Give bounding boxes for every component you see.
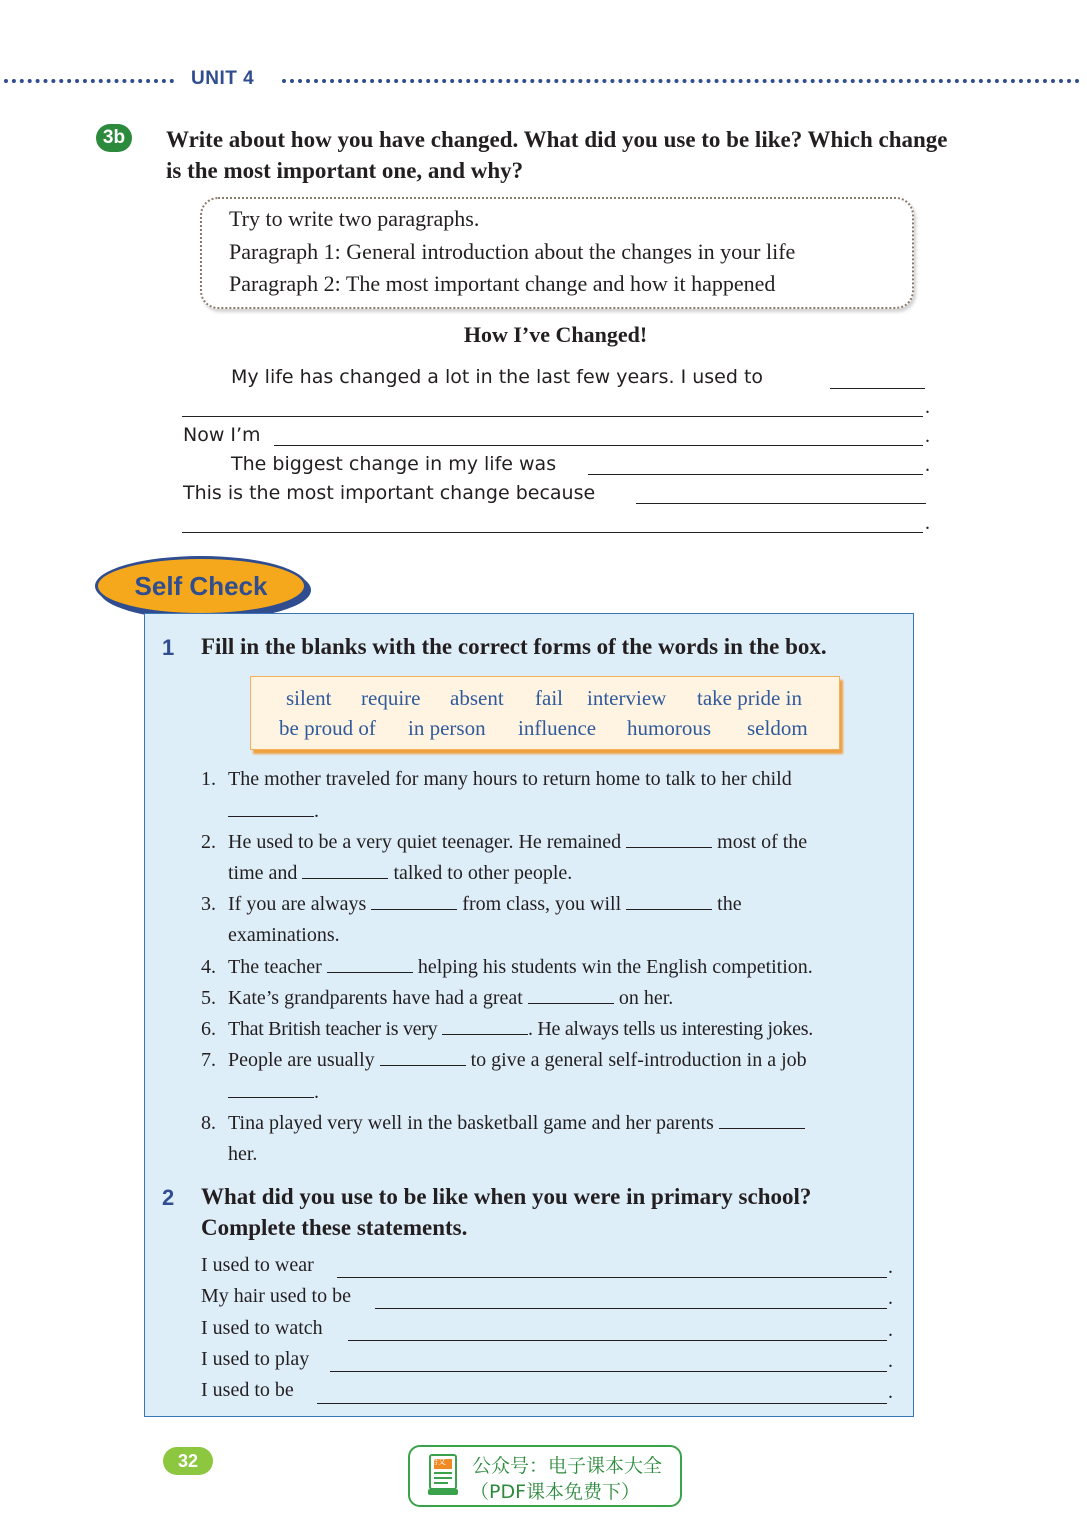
essay-title: How I’ve Changed! xyxy=(463,322,648,347)
statement-2-text: My hair used to be xyxy=(201,1285,351,1307)
statement-5-text: I used to be xyxy=(201,1379,294,1401)
item-5-line: Kate’s grandparents have had a great on her. xyxy=(228,987,674,1009)
item-6-line: That British teacher is very . He always tells us interesting jokes. xyxy=(228,1018,813,1040)
answer-blank[interactable] xyxy=(371,891,457,910)
item-8-number: 8. xyxy=(201,1112,216,1134)
period: . xyxy=(888,1287,893,1309)
essay-blank[interactable] xyxy=(830,388,925,389)
question-2-number: 2 xyxy=(162,1185,175,1210)
word-box-item: interview xyxy=(587,686,667,710)
statement-4-text: I used to play xyxy=(201,1348,310,1370)
answer-blank[interactable] xyxy=(626,829,712,848)
tip-line-3: Paragraph 2: The most important change and how it happened xyxy=(229,271,776,296)
period: . xyxy=(888,1319,893,1341)
question-1-number: 1 xyxy=(162,635,175,660)
answer-blank[interactable] xyxy=(228,1079,314,1098)
item-8-line-2: her. xyxy=(228,1143,258,1165)
statement-blank[interactable] xyxy=(330,1371,887,1372)
statement-blank[interactable] xyxy=(348,1340,887,1341)
item-7-number: 7. xyxy=(201,1049,216,1071)
period: . xyxy=(925,512,930,534)
word-box-item: be proud of xyxy=(279,716,376,740)
essay-line-1-text: My life has changed a lot in the last few years. I used to xyxy=(231,366,764,388)
statement-blank[interactable] xyxy=(375,1308,887,1309)
self-check-label: Self Check xyxy=(134,571,268,601)
watermark-line-1: 公众号：电子课本大全 xyxy=(472,1455,663,1477)
item-2-line-2: time and talked to other people. xyxy=(228,862,573,884)
answer-blank[interactable] xyxy=(327,954,413,973)
question-1-instruction: Fill in the blanks with the correct forms of the words in the box. xyxy=(201,634,827,659)
watermark-icon-text: 语文 xyxy=(430,1457,446,1466)
answer-blank[interactable] xyxy=(442,1016,528,1035)
exercise-3b-instruction: Write about how you have changed. What did you use to be like? Which change is the most important one, and why? xyxy=(166,127,948,183)
word-box-item: take pride in xyxy=(697,686,802,710)
statement-blank[interactable] xyxy=(317,1403,887,1404)
item-2-number: 2. xyxy=(201,831,216,853)
period: . xyxy=(888,1256,893,1278)
word-box-item: humorous xyxy=(627,716,711,740)
item-6-number: 6. xyxy=(201,1018,216,1040)
period: . xyxy=(888,1381,893,1403)
essay-blank[interactable] xyxy=(588,474,923,475)
watermark-line-2: （PDF课本免费下） xyxy=(470,1481,641,1503)
item-3-number: 3. xyxy=(201,893,216,915)
watermark xyxy=(408,1445,682,1507)
item-8-line-1: Tina played very well in the basketball game and her parents xyxy=(228,1108,805,1139)
essay-line-2-text: Now I’m xyxy=(183,424,261,446)
item-3-line-1: If you are always from class, you will the xyxy=(228,893,742,915)
item-5-number: 5. xyxy=(201,987,216,1009)
period: . xyxy=(925,396,930,418)
period: . xyxy=(925,425,930,447)
item-3-line-2: examinations. xyxy=(228,924,340,946)
answer-blank[interactable] xyxy=(380,1047,466,1066)
item-2-line-1: He used to be a very quiet teenager. He remained most of the xyxy=(228,831,808,853)
tip-line-1: Try to write two paragraphs. xyxy=(229,206,480,231)
header-dots-left xyxy=(4,79,174,83)
statement-1-text: I used to wear xyxy=(201,1254,314,1276)
header-dots-right xyxy=(282,79,1080,83)
essay-blank[interactable] xyxy=(274,445,923,446)
item-7-line-2: . xyxy=(228,1077,319,1108)
item-4-line: The teacher helping his students win the English competition. xyxy=(228,956,813,978)
word-box-item: seldom xyxy=(747,716,808,740)
question-2-instruction: What did you use to be like when you were in primary school? Complete these statements. xyxy=(201,1184,812,1240)
answer-blank[interactable] xyxy=(228,798,314,817)
unit-label: UNIT 4 xyxy=(191,68,255,89)
essay-line-4-text: This is the most important change because xyxy=(183,482,596,504)
word-box-item: fail xyxy=(535,686,563,710)
essay-line-3-text: The biggest change in my life was xyxy=(231,453,557,475)
word-box-item: require xyxy=(361,686,421,710)
word-box-item: influence xyxy=(518,716,597,740)
period: . xyxy=(925,454,930,476)
answer-blank[interactable] xyxy=(302,860,388,879)
word-box-item: in person xyxy=(408,716,486,740)
word-box-item: absent xyxy=(450,686,504,710)
essay-blank[interactable] xyxy=(182,532,923,533)
self-check-heading xyxy=(95,556,307,616)
statement-3-text: I used to watch xyxy=(201,1317,323,1339)
word-box-item: silent xyxy=(286,686,332,710)
item-1-number: 1. xyxy=(201,768,216,790)
exercise-badge-3b: 3b xyxy=(96,124,132,152)
tip-line-2: Paragraph 1: General introduction about the changes in your life xyxy=(229,239,796,264)
item-4-number: 4. xyxy=(201,956,216,978)
period: . xyxy=(888,1350,893,1372)
item-1-text: The mother traveled for many hours to return home to talk to her child xyxy=(228,768,792,790)
essay-blank[interactable] xyxy=(182,416,923,417)
page-number: 32 xyxy=(163,1447,213,1475)
item-7-line-1: People are usually to give a general self-introduction in a job xyxy=(228,1049,807,1071)
answer-blank[interactable] xyxy=(528,985,614,1004)
answer-blank[interactable] xyxy=(626,891,712,910)
item-1-line-2: . xyxy=(228,796,319,827)
answer-blank[interactable] xyxy=(719,1110,805,1129)
statement-blank[interactable] xyxy=(337,1277,887,1278)
essay-blank[interactable] xyxy=(636,503,926,504)
